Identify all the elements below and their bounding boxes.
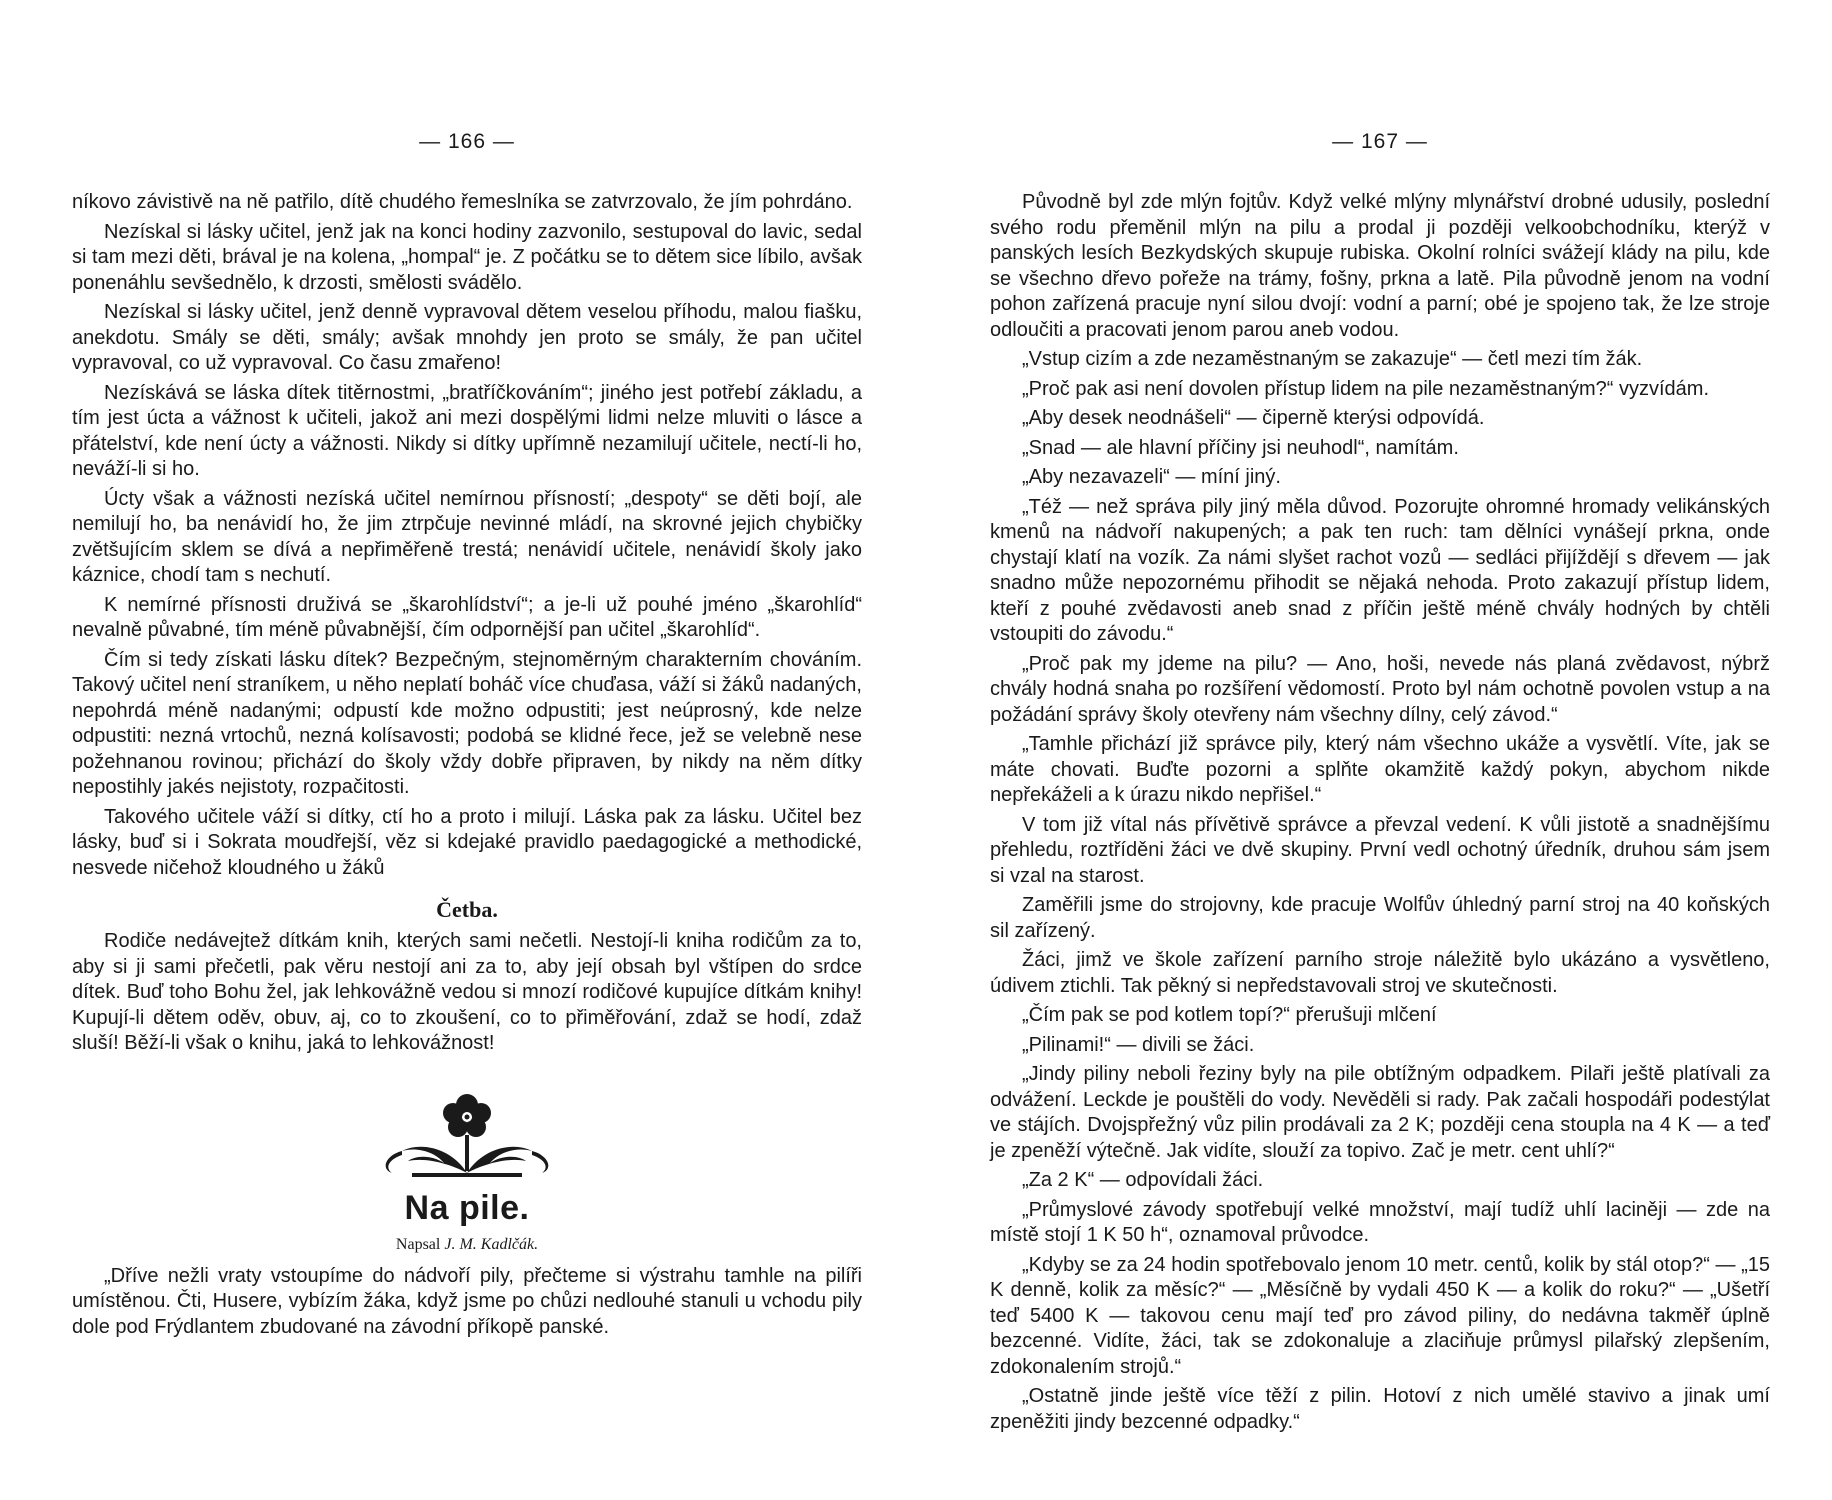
paragraph: Původně byl zde mlýn fojtův. Když velké mlýny mlynářství drobné udusily, poslední svého rodu přeměnil mlýn na pilu a prodal ji později velkoobchodníku, kterýž v panských lesích Bezkydských skupuje rubiska. Okolní rolníci svážejí klády na pilu, kde se všechno dřevo pořeže na trámy, fošny, prkna a latě. Pila původně jenom na vodní pohon zařízená pracuje nyní silou dvojí: vodní a parní; obé je spojeno tak, že lze stroje odloučiti a pracovati jenom parou aneb vodou. xyxy=(990,191,1770,341)
paragraph: „Též — než správa pily jiný měla důvod. Pozorujte ohromné hromady velikánských kmenů na nádvoří nakupených; a pak ten ruch: tam dělníci vynášejí prkna, onde chystají klatí na vozík. Za námi slyšet rachot vozů — sedláci přijíždějí s dřevem — jak snadno může nepozornému přihodit se nějaká nehoda. Proto zakazují přístup lidem, kteří z pouhé zvědavosti aneb snad z příčin ještě méně chvály hodných by chtěli vstoupiti do závodu.“ xyxy=(990,495,1770,645)
paragraph: „Kdyby se za 24 hodin spotřebovalo jenom 10 metr. centů, kolik by stál otop?“ — „15 K denně, kolik za měsíc?“ — „Měsíčně by vydali 450 K — a kolik do roku?“ — „Ušetří teď 5400 K — takovou cenu mají teď pro závod piliny, do nedávna takměř úplně bezcenné. Vidíte, žáci, tak se zdokonaluje a zlaciňuje průmysl pilařský zlepšením, zdokonalením strojů.“ xyxy=(990,1253,1770,1378)
byline-author: J. M. Kadlčák. xyxy=(444,1235,539,1253)
paragraph: Zaměřili jsme do strojovny, kde pracuje Wolfův úhledný parní stroj na 40 koňských sil zařízený. xyxy=(990,894,1770,942)
paragraph: Čím si tedy získati lásku dítek? Bezpečným, stejnoměrným charakterním chováním. Takový učitel není straníkem, u něho neplatí boháč více chuďasa, váží si žáků nadaných, nepohrdá méně nadanými; odpustí kde možno odpustiti; jest neúprosný, kde nelze odpustiti: nezná vrtochů, nezná kolísavosti; podobá se klidné řece, jež se velebně nese požehnanou rovinou; přichází do školy vždy dobře připraven, by nikdy na něm dítky nepostihly jakés nejistoty, rozpačitosti. xyxy=(72,648,862,798)
paragraph: níkovo závistivě na ně patřilo, dítě chudého řemeslníka se zatvrzovalo, že jím pohrdáno. xyxy=(72,191,853,213)
paragraph: Nezískává se láska dítek titěrnostmi, „bratříčkováním“; jiného jest potřebí základu, a tím jest úcta a vážnost k učiteli, jakož ani mezi dospělými lidmi nelze mluviti o lásce a přátelství, kde není úcty a vážnosti. Nikdy si dítky upřímně nezamilují učitele, nectí-li ho, neváží-li si ho. xyxy=(72,381,862,480)
paragraph: „Jindy piliny neboli řeziny byly na pile obtížným odpadkem. Pilaři ještě platívali za odvážení. Leckde je pouštěli do vody. Nevěděli si rady. Pak začali hospodáři podestýlat ve stájích. Dvojspřežný vůz pilin prodávali za 2 K; později cena stoupla na 4 K — a teď je zpeněží výtečně. Jak vidíte, slouží za topivo. Zač je metr. cent uhlí?“ xyxy=(990,1063,1770,1162)
right-page-text xyxy=(990,190,1770,1435)
paragraph: „Proč pak my jdeme na pilu? — Ano, hoši, nevede nás planá zvědavost, nýbrž chvály hodná snaha po rozšíření vědomostí. Proto byl nám ochotně povolen vstup a na požádání správy školy otevřeny nám všechny dílny, celý závod.“ xyxy=(990,652,1770,726)
paragraph: Úcty však a vážnosti nezíská učitel nemírnou přísností; „despoty“ se děti bojí, ale nemilují ho, ba nenávidí ho, že jim ztrpčuje nevinné mládí, na skrovné jejich chybičky zvětšujícím sklem se dívá a nepřiměřeně trestá; nenávidí učitele, nenávidí školy jako káznice, chodí tam s nechutí. xyxy=(72,487,862,586)
paragraph: „Vstup cizím a zde nezaměstnaným se zakazuje“ — četl mezi tím žák. xyxy=(1022,348,1643,370)
paragraph: „Čím pak se pod kotlem topí?“ přerušuji mlčení xyxy=(1022,1004,1437,1026)
paragraph: „Tamhle přichází již správce pily, který nám všechno ukáže a vysvětlí. Víte, jak se máte chovati. Buďte pozorni a splňte okamžitě každý pokyn, abychom nikde nepřekáželi a k úrazu nikdo nepřišel.“ xyxy=(990,733,1770,806)
left-page xyxy=(72,0,862,1500)
article-title: Na pile. xyxy=(404,1188,530,1227)
paragraph: Rodiče nedávejtež dítkám knih, kterých sami nečetli. Nestojí-li kniha rodičům za to, aby si ji sami přečetli, pak věru nestojí ani za to, aby její obsah byl vštípen do srdce dítek. Buď toho Bohu žel, jak lehkovážně vedou si mnozí rodičové kupujíce dítkám knihy! Kupují-li dětem oděv, obuv, aj, co to zkoušení, co to přiměřování, zdaž se hodí, zdaž sluší! Běží-li však o knihu, jaká to lehkovážnost! xyxy=(72,930,862,1054)
paragraph: V tom již vítal nás přívětivě správce a převzal vedení. K vůli jistotě a snadnějšímu přehledu, roztříděni žáci ve dvě skupiny. První vedl ochotný úředník, druhou sám jsem si vzal na starost. xyxy=(990,813,1770,887)
paragraph: Nezískal si lásky učitel, jenž denně vypravoval dětem veselou příhodu, malou fiašku, anekdotu. Smály se děti, smály; avšak mnohdy jen proto se smály, že pan učitel vypravoval, co už vypravoval. Co času zmařeno! xyxy=(72,301,862,374)
paragraph: „Pilinami!“ — divili se žáci. xyxy=(1022,1033,1255,1056)
paragraph: Takového učitele váží si dítky, ctí ho a proto i milují. Láska pak za lásku. Učitel bez lásky, buď si i Sokrata moudřejší, věz si kdejaké pravidlo paedagogické a methodické, nesvede ničehož kloudného u žáků xyxy=(72,805,862,879)
paragraph: „Snad — ale hlavní příčiny jsi neuhodl“, namítám. xyxy=(1022,436,1459,459)
paragraph: „Aby desek neodnášeli“ — čiperně kterýsi odpovídá. xyxy=(1022,407,1485,429)
paragraph: Nezískal si lásky učitel, jenž jak na konci hodiny zazvonilo, sestupoval do lavic, sedal si tam mezi děti, brával je na kolena, „hompal“ je. Z počátku se to dětem sice líbilo, avšak ponenáhlu sevšednělo, k drzosti, smělosti svádělo. xyxy=(72,220,862,294)
paragraph: „Průmyslové závody spotřebují velké množství, mají tudíž uhlí laciněji — zde na místě stojí 1 K 50 h“, oznamoval průvodce. xyxy=(990,1198,1770,1246)
section-heading: Četba. xyxy=(436,897,498,922)
byline xyxy=(72,1236,862,1254)
byline-prefix: Napsal xyxy=(395,1235,441,1253)
paragraph: „Proč pak asi není dovolen přístup lidem na pile nezaměstnaným?“ vyzvídám. xyxy=(1022,377,1710,400)
page-number-left: — 166 — xyxy=(419,130,515,153)
paragraph: K nemírné přísnosti druživá se „škarohlídství“; a je-li už pouhé jméno „škarohlíd“ nevalně půvabné, tím méně půvabnější, čím odpornější pan učitel „škarohlíd“. xyxy=(72,593,862,641)
paragraph: Žáci, jimž ve škole zařízení parního stroje náležitě bylo ukázáno a vysvětleno, údivem ztichli. Tak pěkný si nepředstavovali stroj ve skutečnosti. xyxy=(990,949,1770,997)
paragraph: „Dříve nežli vraty vstoupíme do nádvoří pily, přečteme si výstrahu tamhle na pilíři umístěnou. Čti, Husere, vybízím žáka, když jsme po chůzi nedlouhé stanuli u vchodu pily dole pod Frýdlantem zbudované na závodní příkopě panské. xyxy=(72,1264,862,1338)
right-page xyxy=(990,0,1770,1500)
paragraph: „Ostatně jinde ještě více těží z pilin. Hotoví z nich umělé stavivo a jinak umí zpeněžiti jindy bezcenné odpadky.“ xyxy=(990,1385,1770,1433)
paragraph: „Za 2 K“ — odpovídali žáci. xyxy=(1022,1169,1264,1191)
left-page-text xyxy=(72,190,862,1340)
page-number-right: — 167 — xyxy=(1332,130,1428,153)
paragraph: „Aby nezavazeli“ — míní jiný. xyxy=(1022,466,1281,488)
flower-ornament-icon xyxy=(372,1089,562,1185)
